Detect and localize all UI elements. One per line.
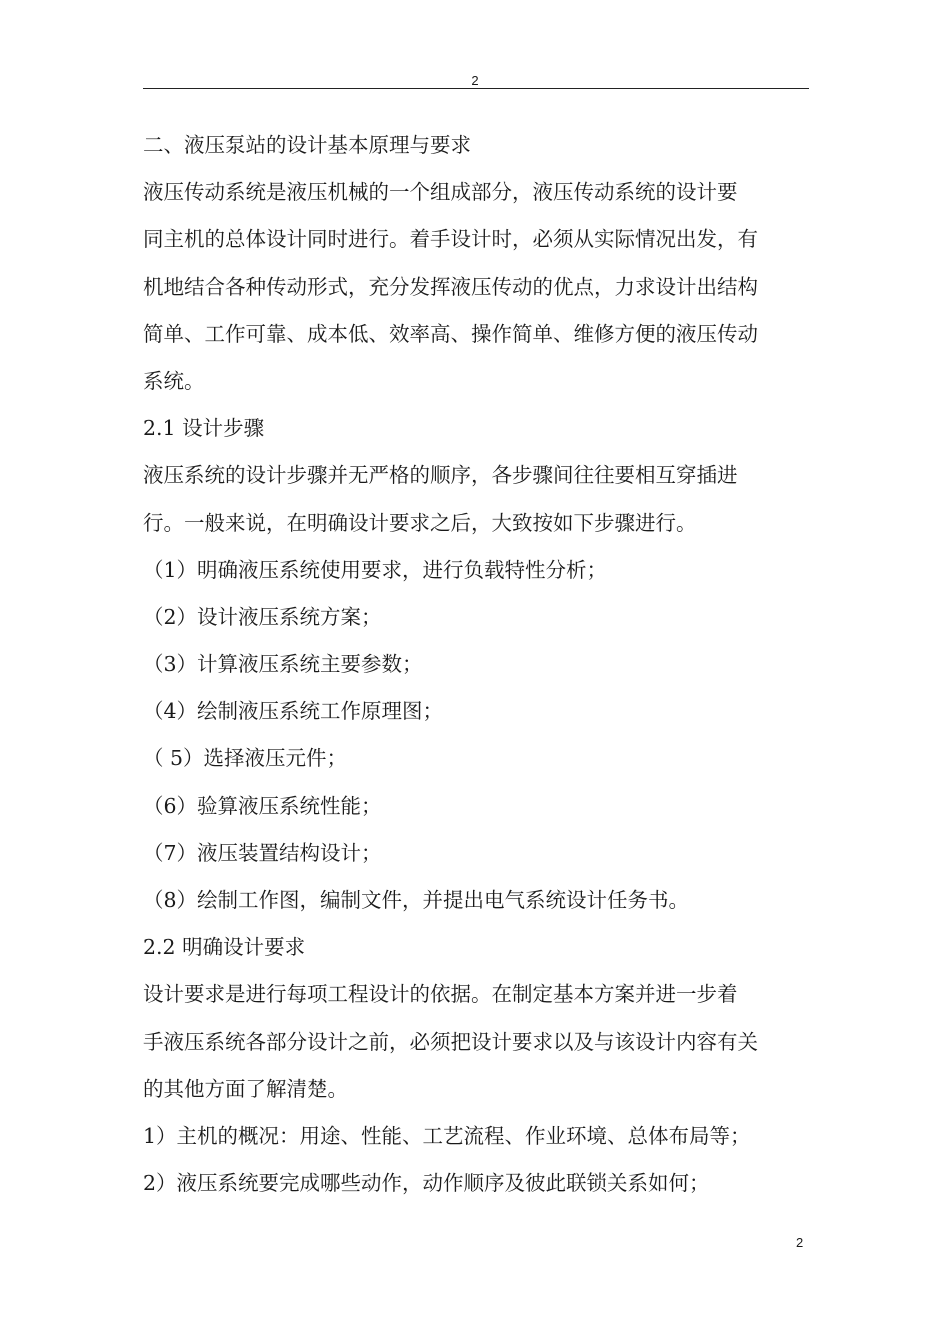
list-item: （7）液压装置结构设计；	[143, 840, 382, 865]
paragraph-line: 手液压系统各部分设计之前，必须把设计要求以及与该设计内容有关	[143, 1029, 758, 1054]
paragraph-line: 简单、工作可靠、成本低、效率高、操作简单、维修方便的液压传动	[143, 321, 758, 346]
page-header-number: 2	[471, 73, 479, 88]
list-item: （2）设计液压系统方案；	[143, 604, 382, 629]
page-footer-number: 2	[796, 1235, 804, 1250]
document-body	[143, 122, 809, 1207]
paragraph-line: 液压系统的设计步骤并无严格的顺序，各步骤间往往要相互穿插进	[143, 463, 738, 488]
subsection-heading: 2.1 设计步骤	[143, 416, 265, 441]
paragraph-line: 同主机的总体设计同时进行。着手设计时，必须从实际情况出发，有	[143, 227, 758, 252]
paragraph-line: 行。一般来说，在明确设计要求之后，大致按如下步骤进行。	[143, 510, 697, 535]
paragraph-line: 系统。	[143, 368, 205, 393]
list-item: 1）主机的概况：用途、性能、工艺流程、作业环境、总体布局等；	[143, 1123, 751, 1148]
list-item: （1）明确液压系统使用要求，进行负载特性分析；	[143, 557, 608, 582]
list-item: （4）绘制液压系统工作原理图；	[143, 699, 444, 724]
list-item: （ 5）选择液压元件；	[143, 746, 348, 771]
paragraph-line: 机地结合各种传动形式，充分发挥液压传动的优点，力求设计出结构	[143, 274, 758, 299]
list-item: 2）液压系统要完成哪些动作，动作顺序及彼此联锁关系如何；	[143, 1171, 710, 1196]
header-rule	[143, 88, 809, 89]
paragraph-line: 设计要求是进行每项工程设计的依据。在制定基本方案并进一步着	[143, 982, 738, 1007]
paragraph-line: 液压传动系统是液压机械的一个组成部分，液压传动系统的设计要	[143, 180, 738, 205]
list-item: （6）验算液压系统性能；	[143, 793, 382, 818]
section-heading: 二、液压泵站的设计基本原理与要求	[143, 133, 471, 157]
list-item: （8）绘制工作图，编制文件，并提出电气系统设计任务书。	[143, 888, 690, 912]
paragraph-line: 的其他方面了解清楚。	[143, 1076, 348, 1101]
list-item: （3）计算液压系统主要参数；	[143, 652, 423, 677]
subsection-heading: 2.2 明确设计要求	[143, 935, 306, 960]
